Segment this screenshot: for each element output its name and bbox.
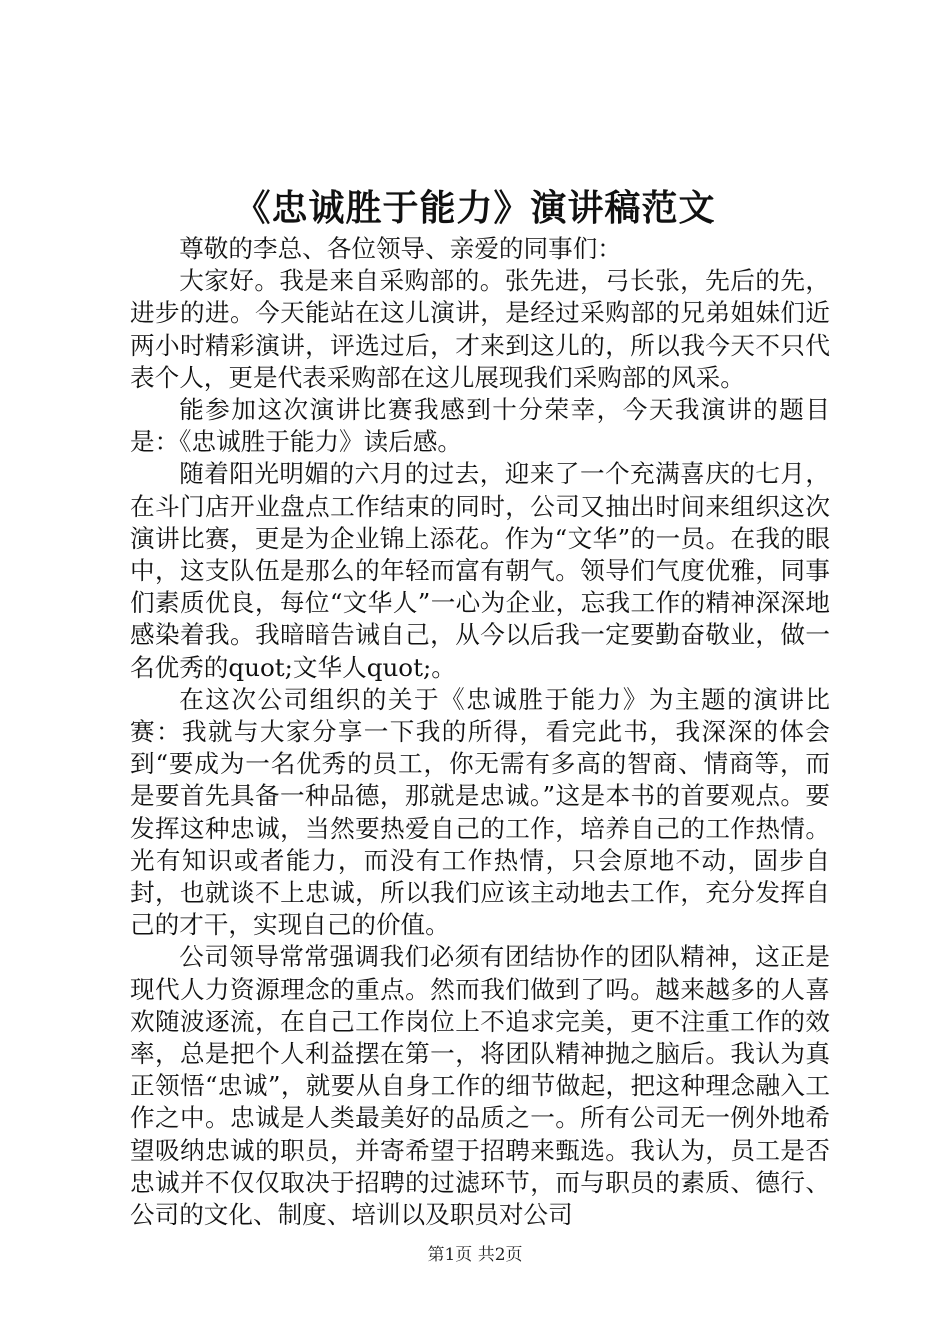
page-number-footer: 第1页 共2页 — [427, 1245, 523, 1265]
paragraph-topic: 能参加这次演讲比赛我感到十分荣幸，今天我演讲的题目是：《忠诚胜于能力》读后感。 — [130, 395, 830, 457]
paragraph-salutation: 尊敬的李总、各位领导、亲爱的同事们： — [179, 234, 622, 263]
paragraph-book-insight: 在这次公司组织的关于《忠诚胜于能力》为主题的演讲比赛：我就与大家分享一下我的所得，看完此书，我深深的体会到“要成为一名优秀的员工，你无需有多高的智商、情商等，而是要首先具备一种品德，那就是忠诚。”这是本书的首要观点。要发挥这种忠诚，当然要热爱自己的工作，培养自己的工作热情。光有知识或者能力，而没有工作热情，只会原地不动，固步自封，也就谈不上忠诚，所以我们应该主动地去工作，充分发挥自己的才干，实现自己的价值。 — [130, 684, 830, 940]
paragraph-team-spirit: 公司领导常常强调我们必须有团结协作的团队精神，这正是现代人力资源理念的重点。然而我们做到了吗。越来越多的人喜欢随波逐流，在自己工作岗位上不追求完美，更不注重工作的效率，总是把个人利益摆在第一，将团队精神抛之脑后。我认为真正领悟“忠诚”，就要从自身工作的细节做起，把这种理念融入工作之中。忠诚是人类最美好的品质之一。所有公司无一例外地希望吸纳忠诚的职员，并寄希望于招聘来甄选。我认为，员工是否忠诚并不仅仅取决于招聘的过滤环节，而与职员的素质、德行、公司的文化、制度、培训以及职员对公司 — [130, 942, 830, 1230]
paragraph-company-impression: 随着阳光明媚的六月的过去，迎来了一个充满喜庆的七月，在斗门店开业盘点工作结束的同时，公司又抽出时间来组织这次演讲比赛，更是为企业锦上添花。作为“文华”的一员。在我的眼中，这支队伍是那么的年轻而富有朝气。领导们气度优雅，同事们素质优良，每位“文华人”一心为企业，忘我工作的精神深深地感染着我。我暗暗告诫自己，从今以后我一定要勤奋敬业，做一名优秀的quot;文华人quot;。 — [130, 459, 830, 682]
document-body — [130, 233, 830, 1231]
paragraph-introduction: 大家好。我是来自采购部的。张先进，弓长张，先后的先，进步的进。今天能站在这儿演讲，是经过采购部的兄弟姐妹们近两小时精彩演讲，评选过后，才来到这儿的，所以我今天不只代表个人，更是代表采购部在这儿展现我们采购部的风采。 — [130, 266, 830, 392]
document-title: 《忠诚胜于能力》演讲稿范文 — [234, 187, 716, 229]
